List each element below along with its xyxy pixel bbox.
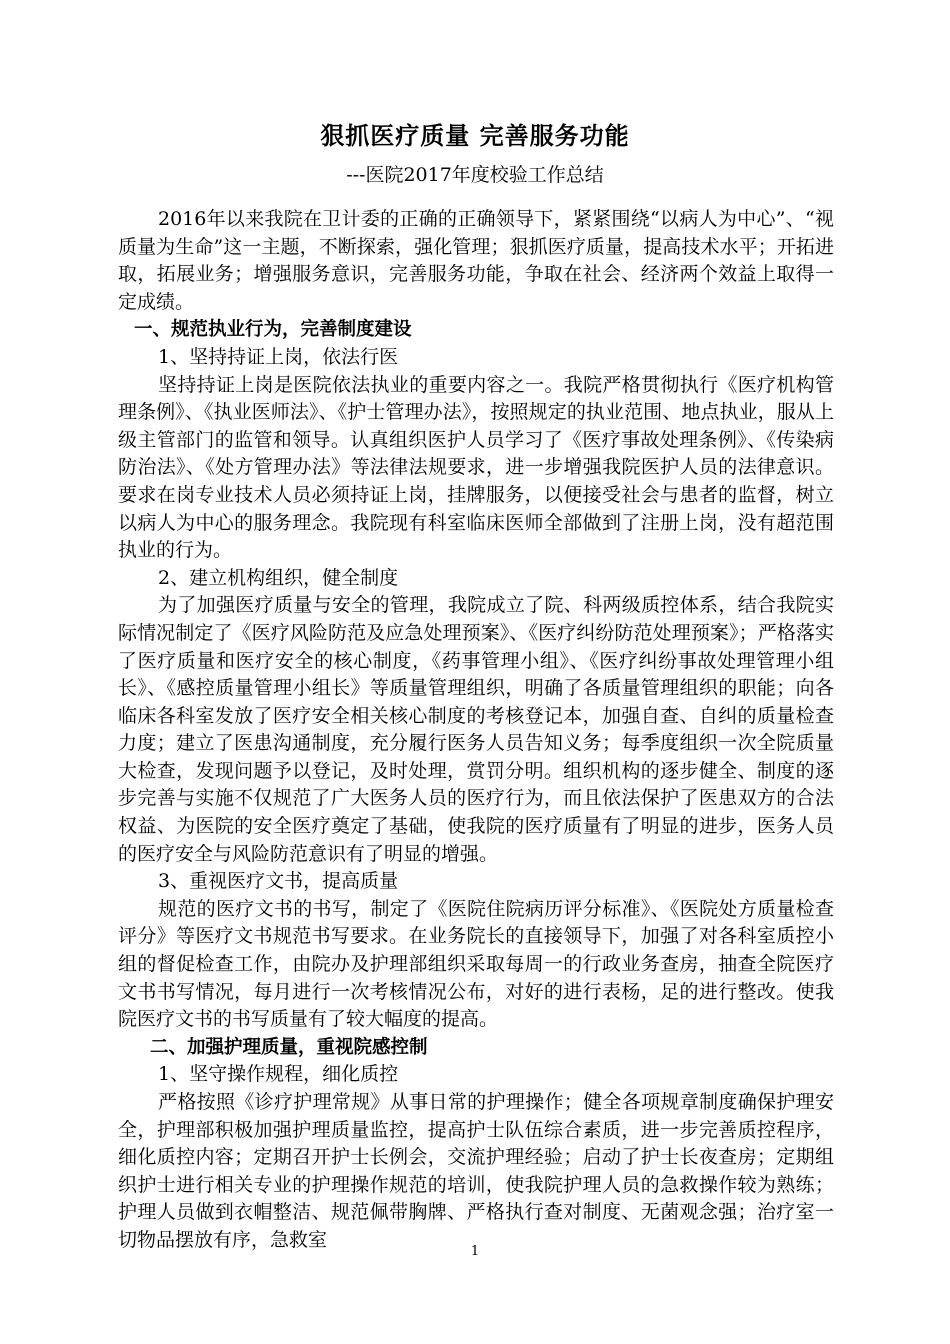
section1-sub3-heading: 3、重视医疗文书，提高质量 <box>158 870 399 893</box>
section1-sub1-heading: 1、坚持持证上岗，依法行医 <box>158 345 399 368</box>
section1-heading: 一、规范执业行为，完善制度建设 <box>134 319 412 341</box>
section2-sub1-heading: 1、坚守操作规程，细化质控 <box>158 1063 399 1086</box>
document-title: 狠抓医疗质量 完善服务功能 <box>320 122 630 150</box>
document-subtitle: ---医院2017年度校验工作总结 <box>346 164 604 186</box>
intro-paragraph: 2016年以来我院在卫计委的正确的正确领导下，紧紧围绕“以病人为中心”、“视质量为生命”这一主题，不断探索，强化管理；狠抓医疗质量，提高技术水平；开拓进取，拓展业务；增强服务意识，完善服务功能，争取在社会、经济两个效益上取得一定成绩。 <box>118 208 834 313</box>
document-body <box>118 206 834 1255</box>
page-number: 1 <box>470 1244 480 1259</box>
section1-sub1-paragraph: 坚持持证上岗是医院依法执业的重要内容之一。我院严格贯彻执行《医疗机构管理条例》、《执业医师法》、《护士管理办法》，按照规定的执业范围、地点执业，服从上级主管部门的监管和领导。认真组织医护人员学习了《医疗事故处理条例》、《传染病防治法》、《处方管理办法》等法律法规要求，进一步增强我院医护人员的法律意识。要求在岗专业技术人员必须持证上岗，挂牌服务，以便接受社会与患者的监督，树立以病人为中心的服务理念。我院现有科室临床医师全部做到了注册上岗，没有超范围执业的行为。 <box>118 373 834 562</box>
section1-sub3-paragraph: 规范的医疗文书的书写，制定了《医院住院病历评分标准》、《医院处方质量检查评分》等医疗文书规范书写要求。在业务院长的直接领导下，加强了对各科室质控小组的督促检查工作，由院办及护理部组织采取每周一的行政业务查房，抽查全院医疗文书书写情况，每月进行一次考核情况公布，对好的进行表杨，足的进行整改。使我院医疗文书的书写质量有了较大幅度的提高。 <box>118 897 834 1031</box>
section2-sub1-paragraph: 严格按照《诊疗护理常规》从事日常的护理操作；健全各项规章制度确保护理安全，护理部积极加强护理质量监控，提高护士队伍综合素质，进一步完善质控程序，细化质控内容；定期召开护士长例会，交流护理经验；启动了护士长夜查房；定期组织护士进行相关专业的护理操作规范的培训，使我院护理人员的急救操作较为熟练；护理人员做到衣帽整洁、规范佩带胸牌、严格执行查对制度、无菌观念强；治疗室一切物品摆放有序，急救室 <box>118 1091 834 1251</box>
section1-sub2-heading: 2、建立机构组织，健全制度 <box>158 566 399 589</box>
section1-sub2-paragraph: 为了加强医疗质量与安全的管理，我院成立了院、科两级质控体系，结合我院实际情况制定了《医疗风险防范及应急处理预案》、《医疗纠纷防范处理预案》；严格落实了医疗质量和医疗安全的核心制度，《药事管理小组》、《医疗纠纷事故处理管理小组长》、《感控质量管理小组长》等质量管理组织，明确了各质量管理组织的职能；向各临床各科室发放了医疗安全相关核心制度的考核登记本，加强自查、自纠的质量检查力度；建立了医患沟通制度，充分履行医务人员告知义务；每季度组织一次全院质量大检查，发现问题予以登记，及时处理，赏罚分明。组织机构的逐步健全、制度的逐步完善与实施不仅规范了广大医务人员的医疗行为，而且依法保护了医患双方的合法权益、为医院的安全医疗奠定了基础，使我院的医疗质量有了明显的进步，医务人员的医疗安全与风险防范意识有了明显的增强。 <box>118 594 834 865</box>
section2-heading: 二、加强护理质量，重视院感控制 <box>150 1036 428 1058</box>
